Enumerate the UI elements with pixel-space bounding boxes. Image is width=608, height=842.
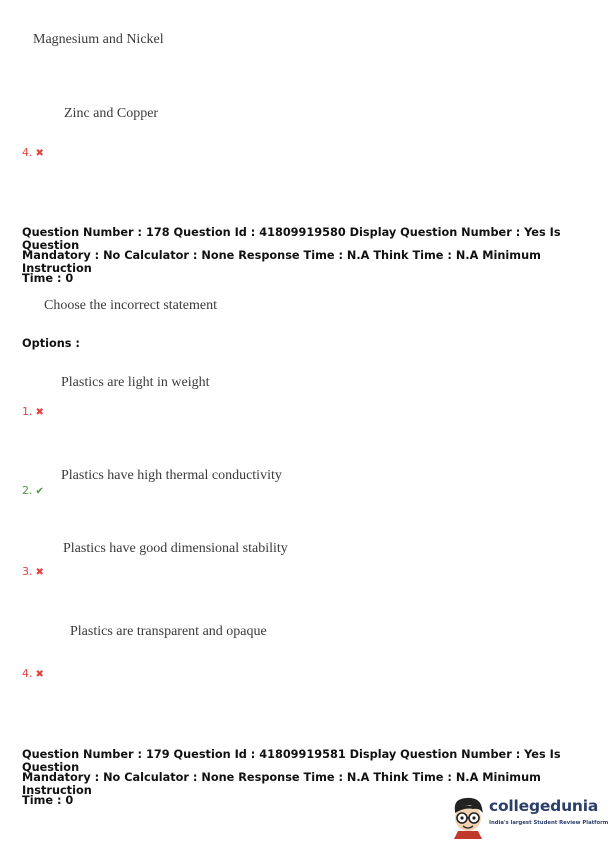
- option-number: 3. ✖: [22, 565, 44, 578]
- option-number: 4. ✖: [22, 146, 44, 159]
- question-meta-line: Question Number : 178 Question Id : 41809919580 Display Question Number : Yes Is Question: [22, 226, 561, 252]
- question-text: Choose the incorrect statement: [44, 298, 217, 313]
- check-icon: ✔: [35, 486, 44, 497]
- option-text: Magnesium and Nickel: [33, 32, 164, 47]
- options-label: Options :: [22, 337, 80, 350]
- mascot-icon: [449, 795, 487, 839]
- question-meta-line: Question Number : 179 Question Id : 41809919581 Display Question Number : Yes Is Question: [22, 748, 561, 774]
- question-meta-line: Time : 0: [22, 272, 74, 285]
- option-number: 2. ✔: [22, 484, 44, 497]
- option-text: Plastics are transparent and opaque: [70, 624, 267, 639]
- option-number: 4. ✖: [22, 667, 44, 680]
- question-meta-line: Mandatory : No Calculator : None Response Time : N.A Think Time : N.A Minimum Instruction: [22, 771, 541, 797]
- option-text: Plastics have good dimensional stability: [63, 541, 288, 556]
- collegedunia-logo: [449, 795, 608, 839]
- option-number: 1. ✖: [22, 405, 44, 418]
- cross-icon: ✖: [35, 567, 44, 578]
- brand-name: collegedunia: [489, 797, 599, 815]
- option-text: Zinc and Copper: [64, 106, 159, 121]
- question-meta-line: Mandatory : No Calculator : None Response Time : N.A Think Time : N.A Minimum Instruction: [22, 249, 541, 275]
- option-text: Plastics have high thermal conductivity: [61, 468, 282, 483]
- question-meta-line: Time : 0: [22, 794, 74, 807]
- cross-icon: ✖: [35, 148, 44, 159]
- cross-icon: ✖: [35, 407, 44, 418]
- option-text: Plastics are light in weight: [61, 375, 210, 390]
- cross-icon: ✖: [35, 669, 44, 680]
- brand-tagline: India's largest Student Review Platform: [489, 820, 608, 826]
